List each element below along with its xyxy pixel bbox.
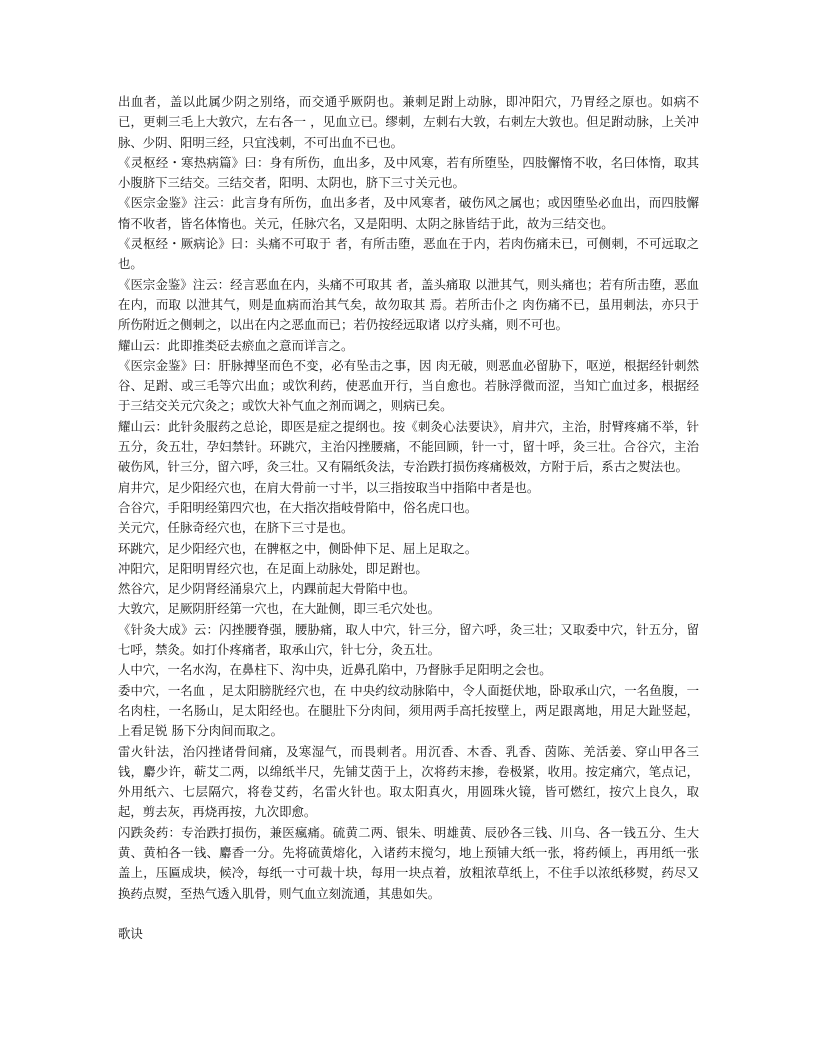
paragraph-19: 雷火针法，治闪挫诸骨间痛，及寒湿气，而畏刺者。用沉香、木香、乳香、茵陈、羌活姜、穿山甲各三钱，麝少许，蕲艾二两，以绵纸半尺，先铺艾茵于上，次将药末掺，卷极紧，收用。按定痛穴，笔点记，外用纸六、七层隔穴，将卷艾药，名雷火针也。取太阳真火，用圆珠火镜，皆可燃红，按穴上良久，取起，剪去灰，再烧再按，九次即愈。 (118, 743, 699, 820)
paragraph-2: 《灵枢经・寒热病篇》曰：身有所伤，血出多，及中风寒，若有所堕坠，四肢懈惰不收，名曰体惰，取其小腹脐下三结交。三结交者，阳明、太阴也，脐下三寸关元也。 (118, 154, 699, 191)
paragraph-17: 人中穴，一名水沟，在鼻柱下、沟中央，近鼻孔陷中，乃督脉手足阳明之会也。 (118, 662, 552, 678)
paragraph-10: 合谷穴，手阳明经第四穴也，在大指次指岐骨陷中，俗名虎口也。 (118, 499, 478, 515)
paragraph-16: 《针灸大成》云：闪挫腰脊强，腰胁痛，取人中穴，针三分，留六呼，灸三壮；又取委中穴，针五分，留七呼，禁灸。如打仆疼痛者，取承山穴，针七分，灸五壮。 (118, 621, 699, 658)
paragraph-15: 大敦穴，足厥阴肝经第一穴也，在大趾侧，即三毛穴处也。 (118, 601, 441, 617)
paragraph-5: 《医宗金鉴》注云：经言恶血在内，头痛不可取其 者，盖头痛取 以泄其气，则头痛也；若有所击堕，恶血在内，而取 以泄其气，则是血病而治其气矣，故勿取其 焉。若所击仆之 肉伤痛不已，虽用刺法，亦只于所伤附近之侧刺之，以出在内之恶血而已；若仍按经远取诸 以疗头痛，则不可也。 (118, 276, 699, 333)
document-page (118, 92, 699, 944)
paragraph-18: 委中穴，一名血 ，足太阳膀胱经穴也，在 中央约纹动脉陷中，令人面挺伏地，卧取承山穴，一名鱼腹，一名肉柱，一名肠山，足太阳经也。在腿肚下分肉间，须用两手高托按壁上，两足跟离地，用足大趾竖起，上看足锐 肠下分肉间而取之。 (118, 682, 699, 739)
paragraph-12: 环跳穴，足少阳经穴也，在髀枢之中，侧卧伸下足、屈上足取之。 (118, 540, 478, 556)
paragraph-4: 《灵枢经・厥病论》曰：头痛不可取于 者，有所击堕，恶血在于内，若肉伤痛未已，可侧刺，不可远取之也。 (118, 236, 699, 272)
paragraph-1: 出血者，盖以此属少阴之别络，而交通乎厥阴也。兼刺足跗上动脉，即冲阳穴，乃胃经之原也。如病不已，更刺三毛上大敦穴，左右各一 ，见血立已。缪刺，左刺右大敦，右刺左大敦也。但足跗动脉，上关冲脉、少阴、阳明三经，只宜浅刺，不可出血不已也。 (118, 94, 699, 150)
paragraph-13: 冲阳穴，足阳明胃经穴也，在足面上动脉处，即足跗也。 (118, 560, 428, 576)
paragraph-3: 《医宗金鉴》注云：此言身有所伤，血出多者，及中风寒者，破伤风之属也；或因堕坠必血出，而四肢懈惰不收者，皆名体惰也。关元，任脉穴名，又是阳明、太阴之脉皆结于此，故为三结交也。 (118, 195, 699, 231)
paragraph-7: 《医宗金鉴》曰：肝脉搏坚而色不变，必有坠击之事，因 肉无破，则恶血必留胁下，呕逆，根据经针刺然谷、足跗、或三毛等穴出血；或饮利药，使恶血开行，当自愈也。若脉浮微而涩，当知亡血过多，根据经于三结交关元穴灸之；或饮大补气血之剂而调之，则病已矣。 (118, 357, 699, 414)
paragraph-9: 肩井穴，足少阳经穴也，在肩大骨前一寸半，以三指按取当中指陷中者是也。 (118, 479, 540, 495)
paragraph-8: 耀山云：此针灸服药之总论，即医是症之提纲也。按《刺灸心法要诀》，肩井穴，主治，肘臂疼痛不举，针五分，灸五壮，孕妇禁针。环跳穴，主治闪挫腰痛，不能回顾，针一寸，留十呼，灸三壮。合谷穴，主治破伤风，针三分，留六呼，灸三壮。又有隔纸灸法，专治跌打损伤疼痛极效，方附于后，系古之熨法也。 (118, 418, 699, 475)
paragraph-20: 闪跌灸药：专治跌打损伤，兼医瘋痛。硫黄二两、银朱、明雄黄、辰砂各三钱、川乌、各一钱五分、生大黄、黄柏各一钱、麝香一分。先将硫黄熔化，入诸药末搅匀，地上预铺大纸一张，将药倾上，再用纸一张盖上，压匾成块，候冷，每纸一寸可裁十块，每用一块点着，放粗浓草纸上，不住手以浓纸移熨，药尽又换药点熨，至热气透入肌骨，则气血立刻流通，其患如失。 (118, 824, 699, 901)
paragraph-14: 然谷穴，足少阴肾经涌泉穴上，内踝前起大骨陷中也。 (118, 581, 416, 597)
paragraph-11: 关元穴，任脉奇经穴也，在脐下三寸是也。 (118, 520, 354, 536)
section-heading: 歌诀 (118, 925, 143, 941)
paragraph-6: 耀山云：此即推类砭去瘀血之意而详言之。 (118, 337, 354, 353)
